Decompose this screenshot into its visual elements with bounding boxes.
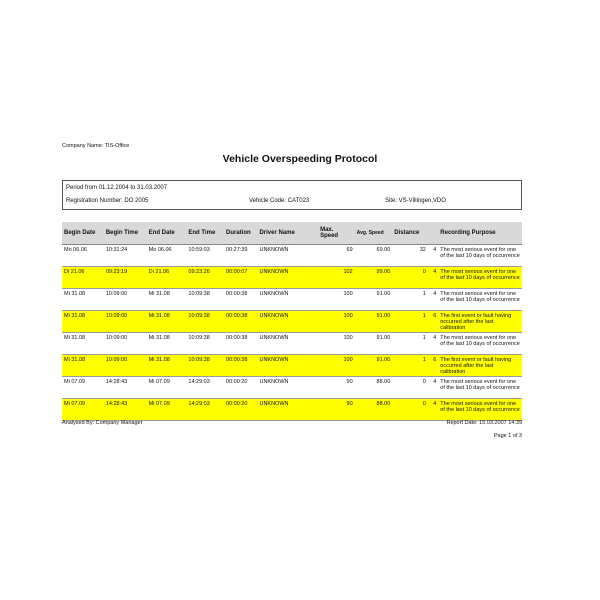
cell-duration: 00:00:38 <box>226 335 248 341</box>
cell-avg-speed: 99.00 <box>355 267 393 289</box>
cell-purpose-code: 4 <box>428 267 438 289</box>
cell-duration: 00:00:38 <box>224 355 257 377</box>
cell-max-speed: 100 <box>343 335 353 341</box>
cell-avg-speed: 91.00 <box>376 335 391 341</box>
cell-driver-name: UNKNOWN <box>259 291 289 297</box>
cell-recording-purpose: The most serious event for one of the last 10 days of occurrence <box>440 335 520 347</box>
cell-purpose-code: 4 <box>428 399 438 421</box>
cell-distance: 0 <box>392 399 428 421</box>
table-row <box>62 289 522 311</box>
cell-purpose-code: 4 <box>433 291 437 297</box>
table-row <box>62 399 522 421</box>
cell-end-time: 10:59:03 <box>188 247 210 253</box>
cell-purpose-code: 6 <box>428 311 438 333</box>
table-row <box>62 311 522 333</box>
header-driver-name: Driver Name <box>257 222 318 245</box>
cell-driver-name: UNKNOWN <box>259 335 289 341</box>
cell-recording-purpose: The most serious event for one of the last 10 days of occurrence <box>440 379 520 391</box>
cell-begin-time: 10:09:00 <box>104 311 147 333</box>
cell-distance: 1 <box>392 355 428 377</box>
cell-distance: 32 <box>419 247 426 253</box>
cell-duration: 00:00:07 <box>224 267 257 289</box>
cell-avg-speed: 91.00 <box>355 355 393 377</box>
cell-begin-date: Mi 31.08 <box>64 335 86 341</box>
cell-max-speed: 100 <box>318 355 355 377</box>
cell-purpose-code: 4 <box>433 379 437 385</box>
cell-recording-purpose: The first event or fault having occurred after the last calibration <box>438 355 522 377</box>
cell-distance: 0 <box>392 267 428 289</box>
cell-end-time: 14:29:03 <box>188 379 210 385</box>
report-date: Report Date: 15.03.2007 14:39 <box>446 420 522 426</box>
cell-recording-purpose: The first event or fault having occurred after the last calibration <box>438 311 522 333</box>
cell-begin-date: Mo 06.06 <box>64 247 87 253</box>
cell-max-speed: 100 <box>318 311 355 333</box>
cell-end-time: 14:29:03 <box>186 399 224 421</box>
cell-max-speed: 100 <box>343 291 353 297</box>
cell-end-time: 10:09:38 <box>186 355 224 377</box>
header-end-date: End Date <box>147 222 187 245</box>
cell-begin-date: Mi 31.08 <box>62 355 104 377</box>
cell-recording-purpose: The most serious event for one of the last 10 days of occurrence <box>438 267 522 289</box>
cell-end-time: 10:09:38 <box>186 311 224 333</box>
cell-end-time: 09:23:26 <box>186 267 224 289</box>
cell-driver-name: UNKNOWN <box>257 267 318 289</box>
table-row <box>62 355 522 377</box>
cell-distance: 1 <box>422 335 426 341</box>
cell-begin-date: Mi 31.08 <box>62 311 104 333</box>
cell-recording-purpose: The most serious event for one of the last 10 days of occurrence <box>440 247 520 259</box>
header-begin-time: Begin Time <box>104 222 147 245</box>
cell-end-time: 10:09:38 <box>188 291 210 297</box>
header-spacer <box>428 222 438 245</box>
cell-avg-speed: 91.00 <box>376 291 391 297</box>
table-row <box>62 377 522 399</box>
cell-recording-purpose: The most serious event for one of the last 10 days of occurrence <box>440 291 520 303</box>
cell-driver-name: UNKNOWN <box>257 311 318 333</box>
cell-duration: 00:27:39 <box>226 247 248 253</box>
cell-avg-speed: 91.00 <box>355 311 393 333</box>
cell-end-date: Di 21.06 <box>147 267 187 289</box>
report-title: Vehicle Overspeeding Protocol <box>222 153 378 165</box>
header-begin-date: Begin Date <box>62 222 104 245</box>
header-duration: Duration <box>224 222 257 245</box>
cell-distance: 0 <box>422 379 426 385</box>
cell-end-date: Mi 07.09 <box>147 399 187 421</box>
header-avg-speed: Avg. Speed <box>355 222 393 245</box>
cell-distance: 1 <box>392 311 428 333</box>
cell-duration: 00:00:38 <box>224 311 257 333</box>
table-row <box>62 267 522 289</box>
cell-begin-date: Mi 31.08 <box>64 291 86 297</box>
cell-duration: 00:00:38 <box>226 291 248 297</box>
table-header-row <box>62 222 522 245</box>
cell-driver-name: UNKNOWN <box>257 399 318 421</box>
cell-max-speed: 102 <box>318 267 355 289</box>
cell-end-date: Mi 31.08 <box>147 311 187 333</box>
cell-end-date: Mo 06.06 <box>148 247 172 253</box>
header-recording-purpose: Recording Purpose <box>438 222 522 245</box>
cell-duration: 00:00:20 <box>224 399 257 421</box>
cell-begin-date: Mi 07.09 <box>62 399 104 421</box>
cell-end-date: Mi 07.09 <box>148 379 170 385</box>
cell-avg-speed: 88.00 <box>355 399 393 421</box>
header-end-time: End Time <box>186 222 224 245</box>
period-range: Period from 01.12.2004 to 31.03.2007 <box>66 185 168 191</box>
cell-avg-speed: 88.00 <box>376 379 391 385</box>
cell-max-speed: 69 <box>346 247 353 253</box>
cell-driver-name: UNKNOWN <box>259 379 289 385</box>
cell-begin-time: 10:31:24 <box>105 247 128 253</box>
cell-begin-date: Di 21.06 <box>62 267 104 289</box>
cell-recording-purpose: The most serious event for one of the last 10 days of occurrence <box>438 399 522 421</box>
cell-purpose-code: 4 <box>433 335 437 341</box>
cell-end-time: 10:09:38 <box>188 335 210 341</box>
cell-distance: 1 <box>422 291 426 297</box>
cell-purpose-code: 6 <box>428 355 438 377</box>
cell-begin-time: 10:09:00 <box>105 291 128 297</box>
cell-duration: 00:00:20 <box>226 379 248 385</box>
cell-max-speed: 90 <box>318 399 355 421</box>
page-number: Page 1 of 3 <box>493 433 522 439</box>
cell-begin-date: Mi 07.09 <box>64 379 86 385</box>
cell-driver-name: UNKNOWN <box>259 247 289 253</box>
cell-avg-speed: 69.00 <box>376 247 391 253</box>
cell-purpose-code: 4 <box>433 247 437 253</box>
table-row <box>62 245 522 267</box>
table-row <box>62 333 522 355</box>
cell-begin-time: 14:28:43 <box>104 399 147 421</box>
cell-end-date: Mi 31.08 <box>148 291 170 297</box>
header-distance: Distance <box>392 222 428 245</box>
cell-begin-time: 14:28:43 <box>105 379 128 385</box>
cell-end-date: Mi 31.08 <box>148 335 170 341</box>
analysed-by: Analysed By: Company Manager <box>62 420 143 426</box>
header-max-speed: Max. Speed <box>318 222 355 245</box>
overspeeding-table <box>62 222 522 421</box>
period-info-box <box>62 180 522 210</box>
cell-begin-time: 10:09:00 <box>104 355 147 377</box>
cell-end-date: Mi 31.08 <box>147 355 187 377</box>
registration-number: Registration Number: DO 2005 <box>66 198 149 204</box>
cell-max-speed: 90 <box>346 379 353 385</box>
cell-begin-time: 09:23:19 <box>104 267 147 289</box>
cell-begin-time: 10:09:00 <box>105 335 128 341</box>
cell-driver-name: UNKNOWN <box>257 355 318 377</box>
table-body <box>62 245 522 421</box>
site-info: Site: VS-Villingen,VDO <box>385 198 446 204</box>
company-name: Company Name: TIS-Office <box>62 143 130 149</box>
vehicle-code: Vehicle Code: CAT023 <box>249 198 310 204</box>
